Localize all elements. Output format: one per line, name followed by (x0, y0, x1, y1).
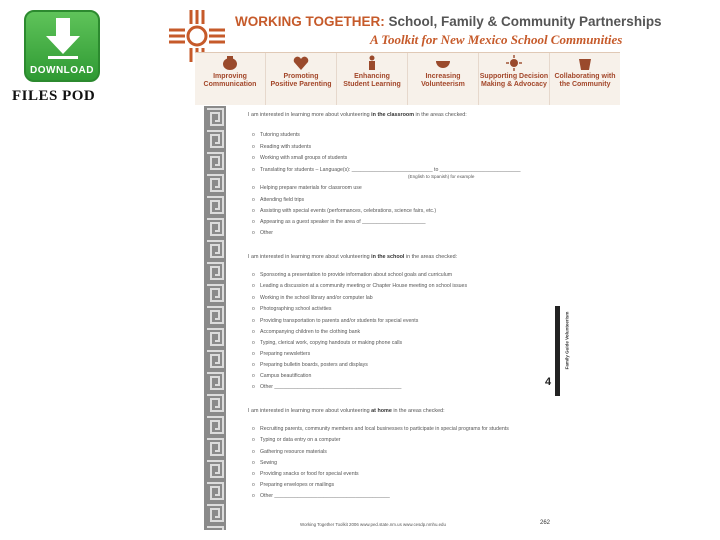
nav-supporting-decision-making[interactable] (479, 53, 550, 105)
checkbox-item[interactable]: o Working with small groups of students (260, 155, 347, 161)
checkbox-item[interactable]: o Providing snacks or food for special events (260, 471, 359, 477)
section-home-intro: I am interested in learning more about volunteering at home in the areas checked: (248, 408, 445, 414)
title-rest: School, Family & Community Partnerships (388, 14, 662, 29)
figure-icon (363, 55, 381, 71)
checkbox-item[interactable]: o Other ________________________________________ (260, 493, 390, 499)
section-tab-text: Family Guide Volunteerism (564, 311, 570, 370)
checkbox-item[interactable]: o Translating for students – Language(s): ____________________________ to ____________________________ (260, 167, 521, 173)
checkbox-item[interactable]: o Preparing envelopes or mailings (260, 482, 334, 488)
heart-icon (292, 55, 310, 71)
checkbox-item[interactable]: o Typing or data entry on a computer (260, 437, 340, 443)
section-school-intro: I am interested in learning more about volunteering in the school in the areas checked: (248, 254, 458, 260)
translation-note: (English to Spanish) for example (408, 174, 475, 179)
checkbox-item[interactable]: o Other (260, 230, 273, 236)
checkbox-item[interactable]: o Helping prepare materials for classroom use (260, 185, 362, 191)
checkbox-item[interactable]: o Accompanying children to the clothing bank (260, 329, 360, 335)
sun-icon (505, 55, 523, 71)
nav-collaborating-community[interactable] (550, 53, 620, 105)
section-classroom-intro: I am interested in learning more about volunteering in the classroom in the areas checked: (248, 112, 467, 118)
checkbox-item[interactable]: o Working in the school library and/or computer lab (260, 295, 373, 301)
title-lead: WORKING TOGETHER: (235, 14, 385, 29)
checkbox-item[interactable]: o Sponsoring a presentation to provide information about school goals and curriculum (260, 272, 452, 278)
nav-label: Supporting Decision Making & Advocacy (479, 73, 549, 88)
checkbox-item[interactable]: o Reading with students (260, 144, 311, 150)
nav-improving-communication[interactable] (195, 53, 266, 105)
download-label: DOWNLOAD (30, 65, 94, 76)
bowl-icon (434, 55, 452, 71)
checkbox-item[interactable]: o Preparing newsletters (260, 351, 310, 357)
download-arrow-icon (42, 16, 84, 60)
document-page (204, 106, 570, 530)
checkbox-item[interactable]: o Recruiting parents, community members and local businesses to participate in special programs for students (260, 426, 509, 432)
nav-label: Enhancing Student Learning (343, 73, 401, 88)
checkbox-item[interactable]: o Preparing bulletin boards, posters and displays (260, 362, 368, 368)
checkbox-item[interactable]: o Sewing (260, 460, 277, 466)
nav-promoting-positive-parenting[interactable] (266, 53, 337, 105)
toolkit-header (165, 8, 662, 98)
checkbox-item[interactable]: o Providing transportation to parents and/or students for special events (260, 318, 418, 324)
pot-icon (576, 55, 594, 71)
checkbox-item[interactable]: o Other ____________________________________________ (260, 384, 401, 390)
nav-enhancing-student-learning[interactable] (337, 53, 408, 105)
checkbox-item[interactable]: o Campus beautification (260, 373, 311, 379)
nav-label: Increasing Volunteerism (421, 73, 465, 88)
checkbox-item[interactable]: o Tutoring students (260, 132, 300, 138)
section-tab-bar (555, 306, 560, 396)
section-tab-number: 4 (545, 376, 552, 388)
nav-label: Improving Communication (203, 73, 257, 88)
checkbox-item[interactable]: o Assisting with special events (performances, celebrations, science fairs, etc.) (260, 208, 436, 214)
pottery-icon (221, 55, 239, 71)
download-badge[interactable] (24, 10, 100, 82)
page-footer: Working Together Toolkit 2006 www.ped.state.nm.us www.cesdp.nmhu.edu (300, 522, 446, 527)
toolkit-subtitle: A Toolkit for New Mexico School Communities (370, 32, 623, 47)
toolkit-title (235, 14, 662, 29)
nav-increasing-volunteerism[interactable] (408, 53, 479, 105)
page-number: 262 (540, 520, 551, 526)
category-nav (195, 52, 620, 105)
checkbox-item[interactable]: o Photographing school activities (260, 306, 332, 312)
checkbox-item[interactable]: o Leading a discussion at a community meeting or Chapter House meeting on school issues (260, 283, 467, 289)
checkbox-item[interactable]: o Typing, clerical work, copying handouts or making phone calls (260, 340, 402, 346)
nav-label: Collaborating with the Community (554, 73, 616, 88)
checkbox-item[interactable]: o Attending field trips (260, 197, 304, 203)
checkbox-item[interactable]: o Gathering resource materials (260, 449, 327, 455)
checkbox-item[interactable]: o Appearing as a guest speaker in the area of ______________________ (260, 219, 426, 225)
nav-label: Promoting Positive Parenting (270, 73, 332, 88)
files-pod-label: FILES POD (12, 88, 96, 104)
greek-key-border-icon (204, 106, 226, 530)
